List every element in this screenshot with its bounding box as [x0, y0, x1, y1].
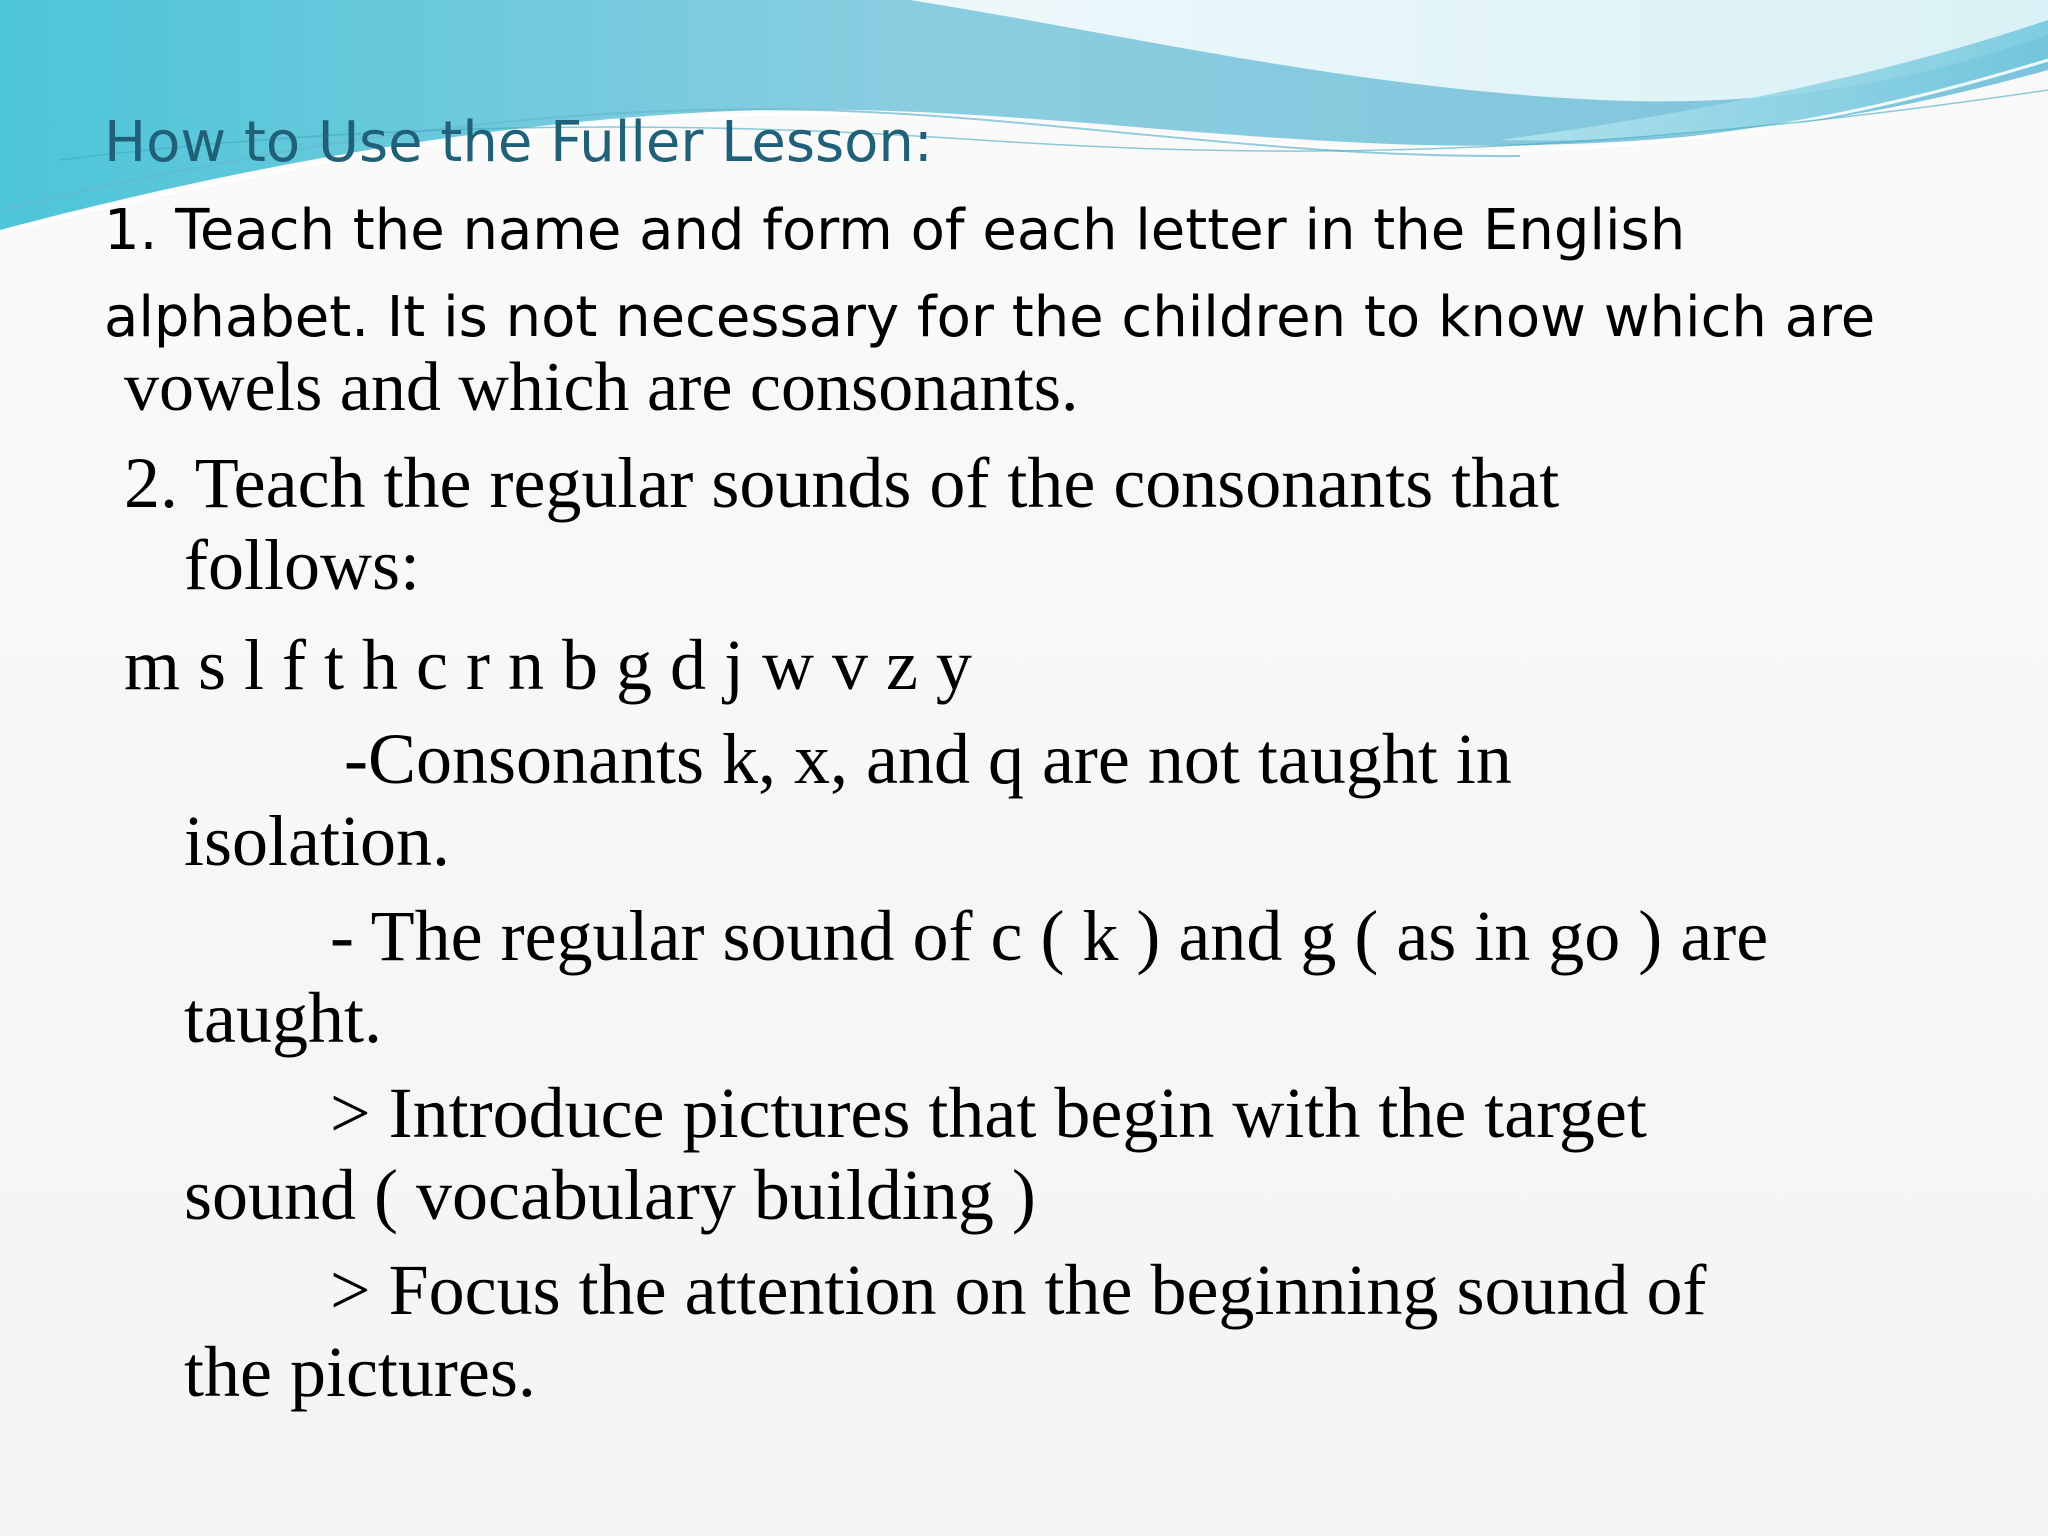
slide-title: How to Use the Fuller Lesson:: [104, 110, 933, 175]
note-line: -Consonants k, x, and q are not taught in: [344, 719, 1512, 799]
consonant-letters: m s l f t h c r n b g d j w v z y: [124, 625, 972, 705]
note-line: isolation.: [184, 801, 450, 881]
note-line: - The regular sound of c ( k ) and g ( as in go ) are: [330, 896, 1769, 976]
note-line: sound ( vocabulary building ): [184, 1155, 1036, 1235]
step1-line2: alphabet. It is not necessary for the children to know which are: [104, 285, 1876, 350]
note-line: > Focus the attention on the beginning sound of: [330, 1250, 1707, 1330]
step1-line3: vowels and which are consonants.: [124, 349, 1079, 426]
step2-line2: follows:: [184, 525, 421, 605]
step1-line1: 1. Teach the name and form of each letter in the English: [104, 198, 1686, 263]
note-line: the pictures.: [184, 1332, 536, 1412]
step2-line1: 2. Teach the regular sounds of the consonants that: [124, 443, 1560, 523]
note-line: > Introduce pictures that begin with the target: [330, 1073, 1647, 1153]
note-line: taught.: [184, 978, 382, 1058]
